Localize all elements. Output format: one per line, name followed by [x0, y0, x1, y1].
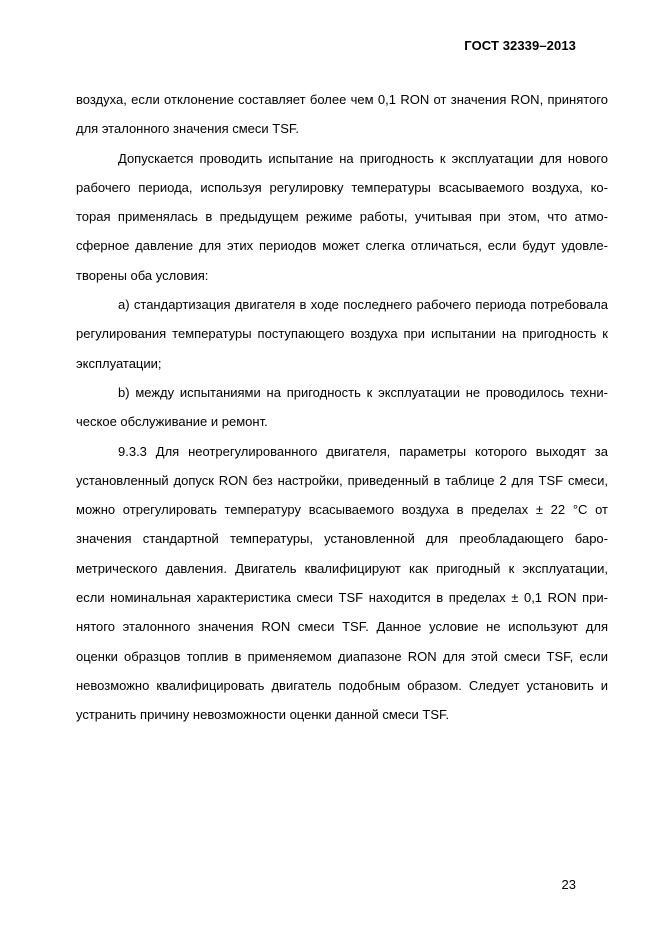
paragraph-permission: Допускается проводить испытание на пригодность к эксплуатации для нового рабочего периода, используя регулировку температуры всасываемого воздуха, которая применялась в предыдущем режиме работы, учитывая при этом, что атмосферное давление для этих периодов может слегка отличаться, если будут удовлетворены оба условия:	[76, 150, 608, 283]
page-number: 23	[561, 877, 576, 892]
list-item-b: b) между испытаниями на пригодность к эксплуатации не проводилось техническое обслуживание и ремонт.	[76, 384, 608, 430]
list-item-a: a) стандартизация двигателя в ходе последнего рабочего периода потребовала регулирования температуры поступающего воздуха при испытании на пригодность к эксплуатации;	[76, 297, 608, 371]
paragraph-continuation: воздуха, если отклонение составляет более чем 0,1 RON от значения RON, принятого для эталонного значения смеси TSF.	[76, 92, 608, 137]
document-code: ГОСТ 32339–2013	[464, 38, 576, 53]
document-body	[76, 85, 608, 730]
paragraph-section-9-3-3: 9.3.3 Для неотрегулированного двигателя, параметры которого выходят за установленный допуск RON без настройки, приведенный в таблице 2 для TSF смеси, можно отрегулировать температуру всасываемого воздуха в пределах ± 22 °С от значения стандартной температуры, установленной для преобладающего барометрического давления. Двигатель квалифицируют как пригодный к эксплуатации, если номинальная характеристика смеси TSF находится в пределах ± 0,1 RON принятого эталонного значения RON смеси TSF. Данное условие не используют для оценки образцов топлив в применяемом диапазоне RON для этой смеси TSF, если невозможно квалифицировать двигатель подобным образом. Следует установить и устранить причину невозможности оценки данной смеси TSF.	[76, 443, 608, 723]
